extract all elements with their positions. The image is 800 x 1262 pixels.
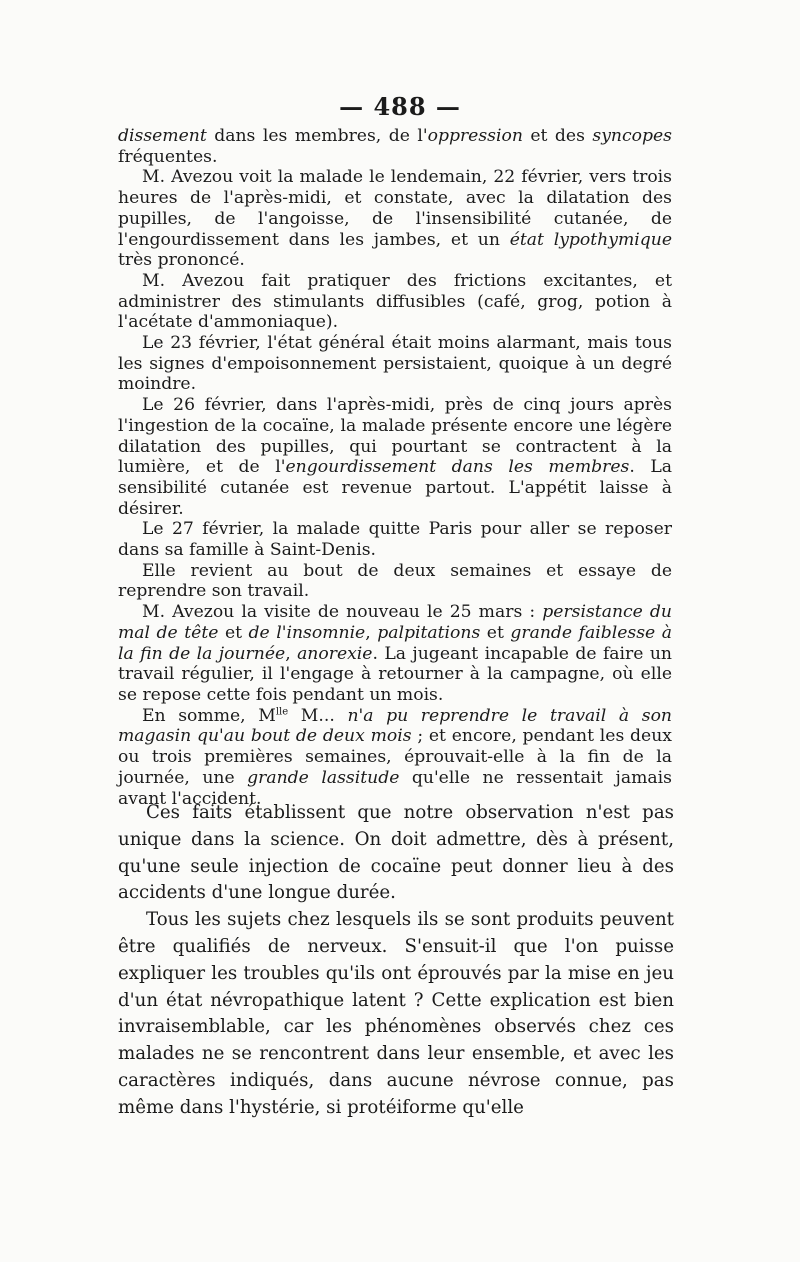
discussion-text	[118, 800, 674, 1122]
italic-run: grande faiblesse à la fin de la journée	[118, 622, 672, 664]
text-run: Le 26 février, dans l'après-midi, près de cinq jours après l'ingestion de la cocaïne, la malade présente encore une légère dilatation des pupilles, qui pourtant se contractent à la lumière, et de l'	[118, 395, 672, 478]
text-run: ; et encore, pendant les deux ou trois premières semaines, éprouvait-elle à la fin de la journée, une	[118, 726, 672, 788]
page-number: — 488 —	[339, 92, 461, 121]
italic-run: anorexie	[297, 643, 373, 664]
text-run: Elle revient au bout de deux semaines et essaye de reprendre son travail.	[118, 560, 672, 602]
text-run: ,	[365, 622, 378, 643]
italic-run: de l'insomnie	[248, 622, 366, 643]
text-run: M. Avezou voit la malade le lendemain, 22 février, vers trois heures de l'après-midi, et constate, avec la dilatation des pupilles, de l'angoisse, de l'insensibilité cutanée, de l'engourdissement dans les jambes, et un	[118, 167, 672, 250]
text-run: qu'elle ne ressentait jamais avant l'accident.	[118, 767, 672, 809]
text-run: M. Avezou fait pratiquer des frictions excitantes, et administrer des stimulants diffusibles (café, grog, potion à l'acétate d'ammoniaque).	[118, 270, 672, 333]
text-run: dans les membres, de l'	[206, 126, 428, 146]
italic-run: grande lassitude	[247, 767, 400, 788]
text-run: Le 27 février, la malade quitte Paris pour aller se reposer dans sa famille à Saint-Denis.	[118, 519, 672, 561]
text-run: très prononcé.	[118, 250, 245, 271]
paragraph	[118, 271, 672, 333]
superscript: lle	[275, 705, 289, 717]
italic-run: oppression	[427, 126, 523, 146]
italic-run: dissement	[118, 126, 207, 146]
paragraph	[118, 126, 672, 167]
italic-run: persistance du mal de tête	[118, 602, 672, 643]
text-run: En somme, M	[142, 705, 276, 726]
paragraph	[118, 395, 672, 519]
paragraph	[118, 519, 672, 560]
paragraph	[118, 167, 672, 271]
italic-run: n'a pu reprendre le travail à son magasin qu'au bout de deux mois	[118, 705, 672, 747]
text-run: et	[218, 622, 249, 643]
paragraph	[118, 706, 672, 810]
italic-run: palpitations	[377, 622, 481, 643]
paragraph: Tous les sujets chez lesquels ils se sont produits peuvent être qualifiés de nerveux. S'ensuit-il que l'on puisse expliquer les troubles qu'ils ont éprouvés par la mise en jeu d'un état névropathique latent ? Cette explication est bien invraisemblable, car les phénomènes observés chez ces malades ne se rencontrent dans leur ensemble, et avec les caractères indiqués, dans aucune névrose connue, pas même dans l'hystérie, si protéiforme qu'elle	[118, 909, 674, 1118]
text-run: . La jugeant incapable de faire un travail régulier, il l'engage à retourner à la campagne, où elle se repose cette fois pendant un mois.	[118, 643, 672, 705]
text-run: Le 23 février, l'état général était moins alarmant, mais tous les signes d'empoisonnement persistaient, quoique à un degré moindre.	[118, 333, 672, 395]
paragraph	[118, 561, 672, 602]
text-run: fréquentes.	[118, 146, 218, 167]
text-run: M. Avezou la visite de nouveau le 25 mars :	[142, 602, 543, 623]
text-run: ,	[285, 643, 298, 664]
text-run: et des	[522, 126, 593, 146]
text-run: M...	[288, 705, 348, 726]
italic-run: engourdissement dans les membres	[285, 457, 630, 478]
paragraph	[118, 602, 672, 706]
text-run: . La sensibilité cutanée est revenue partout. L'appétit laisse à désirer.	[118, 457, 673, 519]
paragraph	[118, 333, 672, 395]
italic-run: syncopes	[592, 126, 672, 146]
text-run: et	[480, 622, 511, 643]
case-report-text	[118, 126, 672, 809]
italic-run: état lypothymique	[509, 229, 672, 250]
paragraph: Ces faits établissent que notre observation n'est pas unique dans la science. On doit admettre, dès à présent, qu'une seule injection de cocaïne peut donner lieu à des accidents d'une longue durée.	[118, 802, 674, 904]
